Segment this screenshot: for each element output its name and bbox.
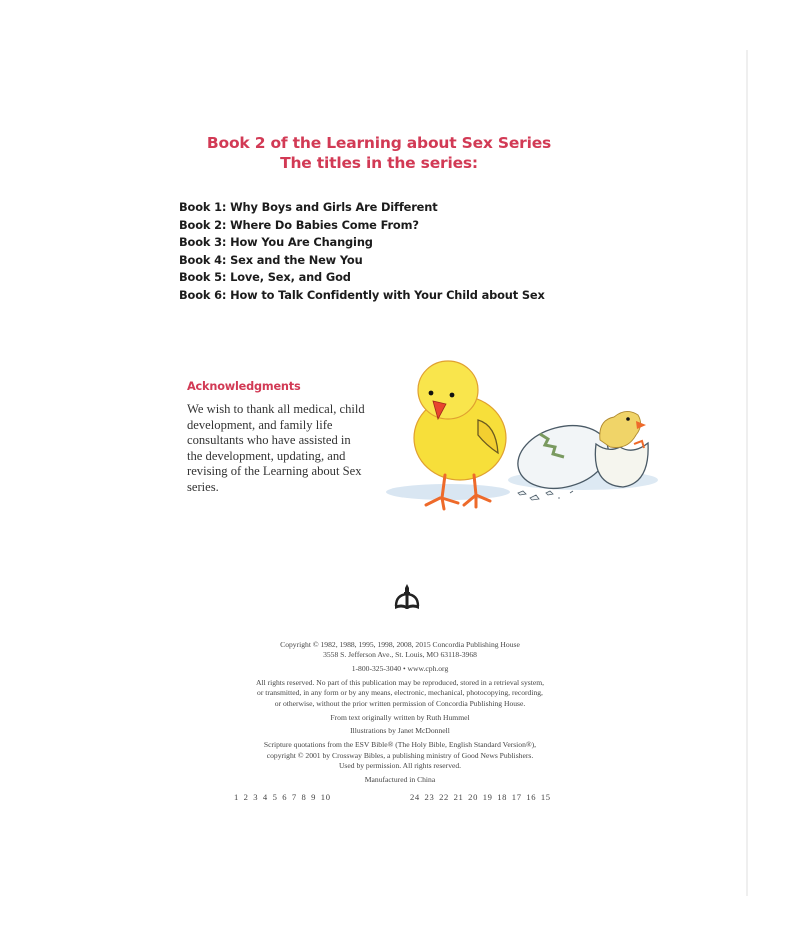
series-title-book-3: Book 3: How You Are Changing bbox=[179, 235, 373, 250]
series-title-book-4: Book 4: Sex and the New You bbox=[179, 252, 363, 267]
series-title-book-2: Book 2: Where Do Babies Come From? bbox=[179, 217, 419, 232]
print-line-left: 1 2 3 4 5 6 7 8 9 10 bbox=[234, 792, 331, 802]
chick-illustration-icon bbox=[378, 335, 668, 520]
chick-and-egg-illustration bbox=[378, 335, 668, 520]
illustration-credit: Illustrations by Janet McDonnell bbox=[350, 726, 450, 736]
series-heading bbox=[0, 133, 758, 173]
series-heading-line2: The titles in the series: bbox=[280, 154, 478, 172]
print-line-right: 24 23 22 21 20 19 18 17 16 15 bbox=[410, 792, 551, 802]
concordia-logo-icon bbox=[392, 582, 422, 614]
scripture-line-2: copyright © 2001 by Crossway Bibles, a publishing ministry of Good News Publishers. bbox=[266, 750, 534, 760]
rights-line-2: or transmitted, in any form or by any means, electronic, mechanical, photocopying, recording, bbox=[257, 688, 543, 698]
copyright-imprint bbox=[0, 640, 800, 785]
manufactured-in: Manufactured in China bbox=[364, 774, 436, 784]
acknowledgments-heading: Acknowledgments bbox=[187, 380, 301, 393]
series-title-book-5: Book 5: Love, Sex, and God bbox=[179, 270, 351, 285]
series-heading-line1: Book 2 of the Learning about Sex Series bbox=[206, 134, 552, 152]
scripture-line-1: Scripture quotations from the ESV Bible® (The Holy Bible, English Standard Version®), bbox=[263, 740, 537, 750]
text-credit: From text originally written by Ruth Hummel bbox=[330, 712, 470, 722]
copyright-line: Copyright © 1982, 1988, 1995, 1998, 2008, 2015 Concordia Publishing House bbox=[280, 640, 520, 649]
rights-line-1: All rights reserved. No part of this publication may be reproduced, stored in a retrieval system, bbox=[255, 678, 545, 687]
publisher-address: 3558 S. Jefferson Ave., St. Louis, MO 63118-3968 bbox=[323, 650, 477, 660]
rights-line-3: or otherwise, without the prior written permission of Concordia Publishing House. bbox=[274, 698, 526, 708]
series-title-book-1: Book 1: Why Boys and Girls Are Different bbox=[179, 200, 438, 214]
publisher-contact: 1-800-325-3040 • www.cph.org bbox=[351, 664, 449, 674]
series-title-book-6: Book 6: How to Talk Confidently with Your Child about Sex bbox=[179, 287, 545, 302]
series-title-list bbox=[179, 199, 545, 305]
acknowledgments-body: We wish to thank all medical, child development, and family life consultants who have assisted in the development, updating, and revising of the Learning about Sex series. bbox=[187, 402, 365, 494]
publisher-logo bbox=[392, 582, 422, 614]
scripture-line-3: Used by permission. All rights reserved. bbox=[338, 761, 462, 771]
